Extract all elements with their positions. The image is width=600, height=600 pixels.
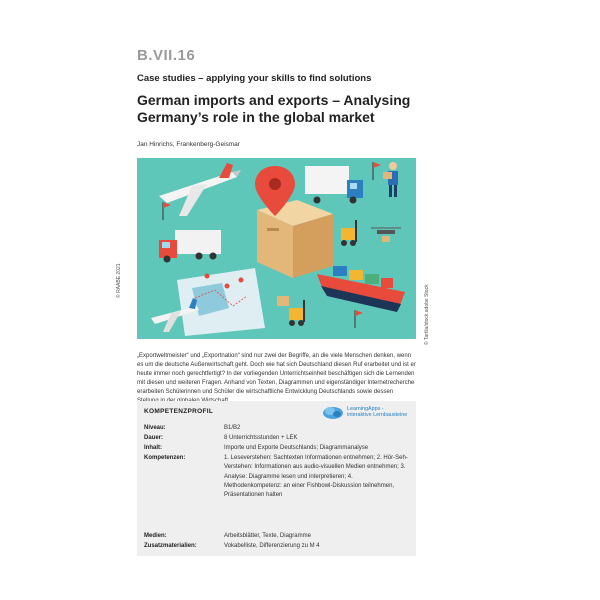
- map-pin: [205, 274, 210, 279]
- delivery-truck-icon: [305, 166, 363, 204]
- truck-icon: [159, 230, 221, 263]
- learningapps-logo-icon: [322, 404, 344, 420]
- profile-key: Niveau:: [144, 425, 166, 431]
- logistics-illustration: [137, 158, 416, 339]
- profile-value: B1/B2: [224, 425, 241, 431]
- profile-key: Zusatzmaterialien:: [144, 543, 197, 549]
- profile-key: Dauer:: [144, 435, 164, 441]
- learningapps-label: LearningApps - interaktive Lernbausteine: [347, 405, 408, 418]
- profile-value: 8 Unterrichtsstunden + LEK: [224, 435, 298, 441]
- author: Jan Hinrichs, Frankenberg-Geismar: [137, 141, 240, 148]
- package-box-icon: [257, 200, 333, 278]
- copyright-right: © Tartila/stock.adobe Stock: [424, 284, 430, 345]
- learningapps-badge[interactable]: [322, 404, 407, 420]
- cargo-ship-icon: [317, 266, 405, 312]
- forklift-icon: [341, 220, 357, 246]
- logistics-scene: [137, 158, 416, 339]
- profile-value: Arbeitsblätter, Texte, Diagramme: [224, 533, 311, 539]
- kicker: Case studies – applying your skills to find solutions: [137, 73, 372, 84]
- map-pin: [239, 278, 244, 283]
- drone-icon: [371, 228, 401, 242]
- profile-key: Medien:: [144, 533, 167, 539]
- profile-key: Inhalt:: [144, 445, 162, 451]
- copyright-left: © RAABE 2021: [116, 263, 122, 298]
- small-forklift-icon: [277, 296, 305, 326]
- profile-value: Vokabelliste, Differenzierung zu M 4: [224, 543, 320, 549]
- profile-title: KOMPETENZPROFIL: [144, 408, 214, 415]
- profile-key: Kompetenzen:: [144, 455, 186, 461]
- profile-value: Importe und Exporte Deutschlands; Diagrammanalyse: [224, 445, 369, 451]
- competence-profile: [137, 401, 416, 556]
- section-code: B.VII.16: [137, 47, 196, 64]
- intro-text: „Exportweltmeister“ und „Exportnation“ sind nur zwei der Begriffe, an die viele Menschen denken, wenn es um die deutsche Außenwirtschaft geht. Doch wie hat sich Deutschland diesen Ruf erarbeitet und ist er heute immer noch gerechtfertigt? In der vorliegenden Unterrichtseinheit beschäftigen sich die Lernenden mit diesen und weiteren Fragen. Anhand von Texten, Diagrammen und eigenständiger Internetrecherche erarbeiten Schülerinnen und Schüler die wirtschaftliche Entwicklung Deutschlands sowie dessen: [137, 353, 416, 396]
- profile-value: 1. Leseverstehen: Sachtexten Informationen entnehmen; 2. Hör-Seh-Verstehen: Informationen aus audio-visuellen Medien entnehmen; 3. Analyse: Diagramme lesen und interpretieren; 4. Methodenkompetenz: an einer Fishbowl-Diskussion teilnehmen, Präsentationen halten: [224, 455, 408, 499]
- map-pin: [225, 284, 230, 289]
- page-title: German imports and exports – Analysing Germany’s role in the global market: [137, 92, 411, 125]
- airplane-icon: [159, 163, 241, 216]
- worker-icon: [383, 162, 398, 197]
